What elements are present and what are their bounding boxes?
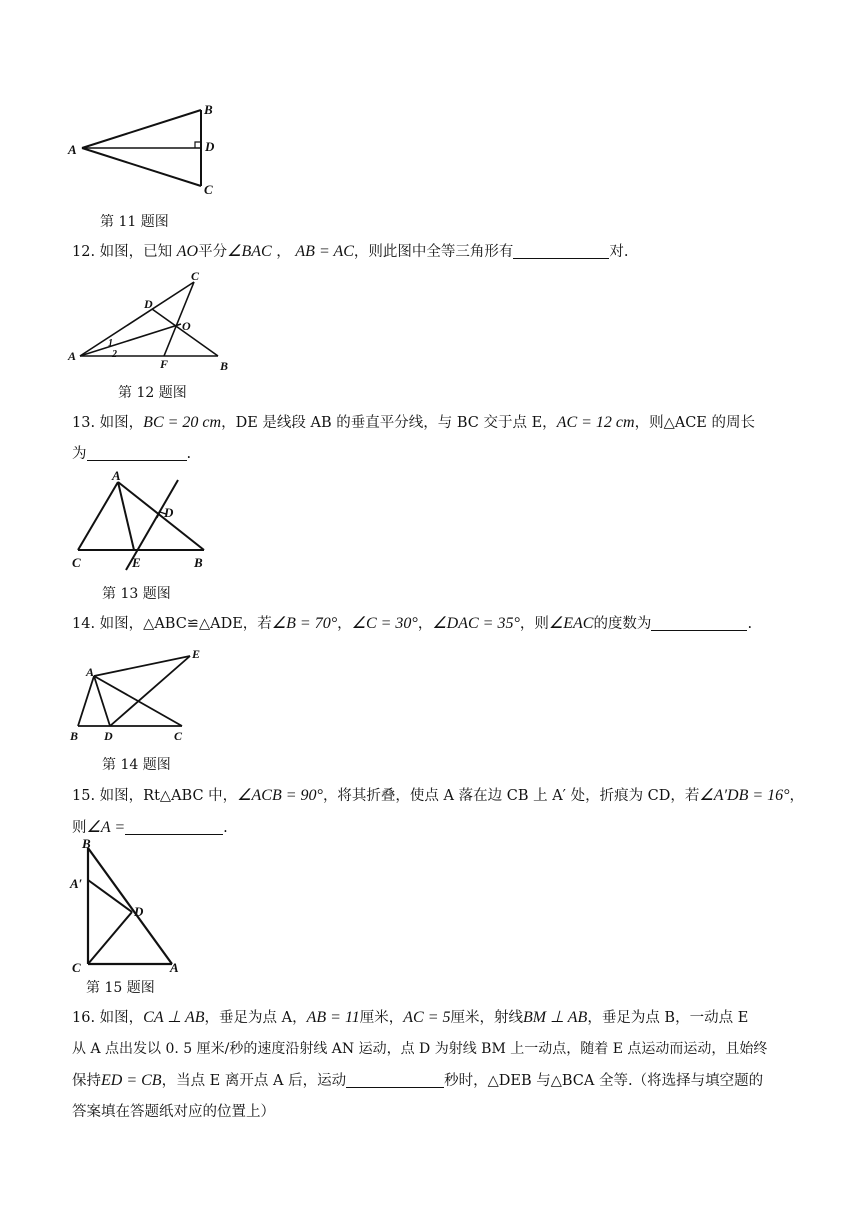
q14-tail: 的度数为 [593, 616, 652, 632]
figure-13-diagram [64, 466, 224, 576]
q16-keep: 保持 [72, 1073, 101, 1089]
q14-angle-eac: ∠EAC [548, 615, 594, 632]
fig15-label-A-prime: A′ [70, 876, 83, 891]
fig14-label-D: D [104, 729, 113, 743]
q12-number: 12. 如图，已知 [72, 244, 173, 260]
fig15-label-C: C [72, 960, 81, 975]
fig11-label-B: B [204, 102, 213, 117]
fig15-label-D: D [134, 904, 144, 919]
q15-number: 15. 如图，Rt△ABC 中， [72, 788, 238, 804]
q13-bc: BC = 20 cm [143, 414, 222, 431]
fig12-label-D: D [144, 297, 153, 311]
q16-line4: 答案填在答题纸对应的位置上） [72, 1104, 275, 1120]
q14-end: . [747, 616, 753, 632]
q15-angle-a: ∠A = [86, 819, 126, 836]
q12-end: 对. [609, 244, 629, 260]
q16-unit2: 厘米，射线 [450, 1010, 524, 1026]
figure-15-diagram [64, 836, 194, 976]
fig14-label-B: B [70, 729, 79, 743]
fig13-label-C: C [72, 555, 81, 570]
q16-perp2: BM ⊥ AB [523, 1009, 588, 1026]
fig12-angle-2: 2 [112, 349, 117, 360]
q16-p2: ，垂足为点 B，一动点 E [587, 1010, 749, 1026]
q14-angle-dac: ∠DAC = 35° [432, 615, 520, 632]
figure-14 [64, 644, 224, 748]
fig12-label-B: B [220, 359, 229, 373]
fig12-angle-1: 1 [108, 338, 113, 349]
fig11-label-D: D [205, 139, 215, 154]
q13-answer-blank[interactable] [87, 444, 187, 461]
q15-comma: ， [789, 788, 805, 804]
q12-answer-blank[interactable] [513, 242, 609, 259]
figure-14-caption: 第 14 题图 [102, 757, 171, 773]
fig12-label-O: O [182, 319, 191, 333]
q12-ao: AO [176, 243, 199, 260]
q14-angle-c: ∠C = 30° [351, 615, 418, 632]
q12-angle-bac: ∠BAC [227, 243, 272, 260]
figure-13 [64, 466, 224, 576]
q14-answer-blank[interactable] [651, 614, 747, 631]
figure-12-caption: 第 12 题图 [118, 385, 187, 401]
fig12-label-F: F [160, 357, 169, 371]
q15-angle-adb: ∠A′DB = 16° [699, 787, 790, 804]
fig15-label-B: B [82, 836, 91, 851]
q13-part2: ，DE 是线段 AB 的垂直平分线，与 BC 交于点 E， [221, 415, 557, 431]
q14-sep1: ， [337, 616, 352, 632]
q14-angle-b: ∠B = 70° [271, 615, 338, 632]
question-13 [72, 407, 794, 470]
q13-number: 13. 如图， [72, 415, 144, 431]
fig13-label-D: D [164, 505, 174, 520]
q12-sep: ， [276, 244, 291, 260]
q15-line2: 则 [72, 820, 87, 836]
q16-line2: 从 A 点出发以 0. 5 厘米/秒的速度沿射线 AN 运动，点 D 为射线 BM 上一动点，随着 E 点运动而运动，且始终 [72, 1041, 768, 1057]
q16-number: 16. 如图， [72, 1010, 144, 1026]
q12-tail: ，则此图中全等三角形有 [353, 244, 514, 260]
q12-equation: AB = AC [295, 243, 354, 260]
fig11-label-C: C [204, 182, 213, 197]
q13-ac: AC = 12 cm [556, 414, 635, 431]
fig12-label-C: C [191, 269, 200, 283]
q13-end: . [186, 446, 192, 462]
fig14-label-C: C [174, 729, 183, 743]
figure-13-caption: 第 13 题图 [102, 586, 171, 602]
q13-line2: 为 [72, 446, 87, 462]
figure-11 [64, 98, 224, 198]
question-15 [72, 780, 805, 844]
fig11-label-A: A [68, 142, 77, 157]
q14-number: 14. 如图，△ABC≌△ADE，若 [72, 616, 272, 632]
q15-angle-acb: ∠ACB = 90° [237, 787, 323, 804]
figure-15 [64, 836, 194, 976]
figure-12-diagram [64, 266, 234, 376]
q14-part: ，则 [519, 616, 549, 632]
question-14 [72, 608, 794, 640]
q16-unit1: 厘米， [359, 1010, 404, 1026]
q16-perp1: CA ⊥ AB [143, 1009, 205, 1026]
figure-12 [64, 266, 234, 376]
fig15-label-A: A [170, 960, 179, 975]
figure-15-caption: 第 15 题图 [86, 980, 155, 996]
fig13-label-E: E [132, 555, 141, 570]
q13-part3: ，则△ACE 的周长 [634, 415, 756, 431]
question-16 [72, 1002, 794, 1128]
q16-edcb: ED = CB [101, 1072, 162, 1089]
q16-ac: AC = 5 [403, 1009, 451, 1026]
question-12 [72, 236, 794, 268]
figure-14-diagram [64, 644, 224, 748]
fig14-label-E: E [192, 647, 201, 661]
q16-p1: ，垂足为点 A， [204, 1010, 307, 1026]
q16-p4: 秒时，△DEB 与△BCA 全等.（将选择与填空题的 [444, 1073, 764, 1089]
q14-sep2: ， [417, 616, 433, 632]
q12-bisects: 平分 [198, 244, 228, 260]
q16-ab: AB = 11 [306, 1009, 360, 1026]
fig14-label-A: A [86, 665, 95, 679]
fig13-label-A: A [112, 468, 121, 483]
q16-p3: ，当点 E 离开点 A 后，运动 [161, 1073, 347, 1089]
q16-answer-blank[interactable] [346, 1071, 444, 1088]
fig13-label-B: B [194, 555, 203, 570]
q15-end: . [223, 820, 228, 836]
figure-11-caption: 第 11 题图 [100, 214, 169, 230]
fig12-label-A: A [68, 349, 77, 363]
q15-answer-blank[interactable] [125, 818, 223, 835]
figure-11-diagram [64, 98, 224, 198]
q15-part: ，将其折叠，使点 A 落在边 CB 上 A′ 处，折痕为 CD，若 [322, 788, 700, 804]
